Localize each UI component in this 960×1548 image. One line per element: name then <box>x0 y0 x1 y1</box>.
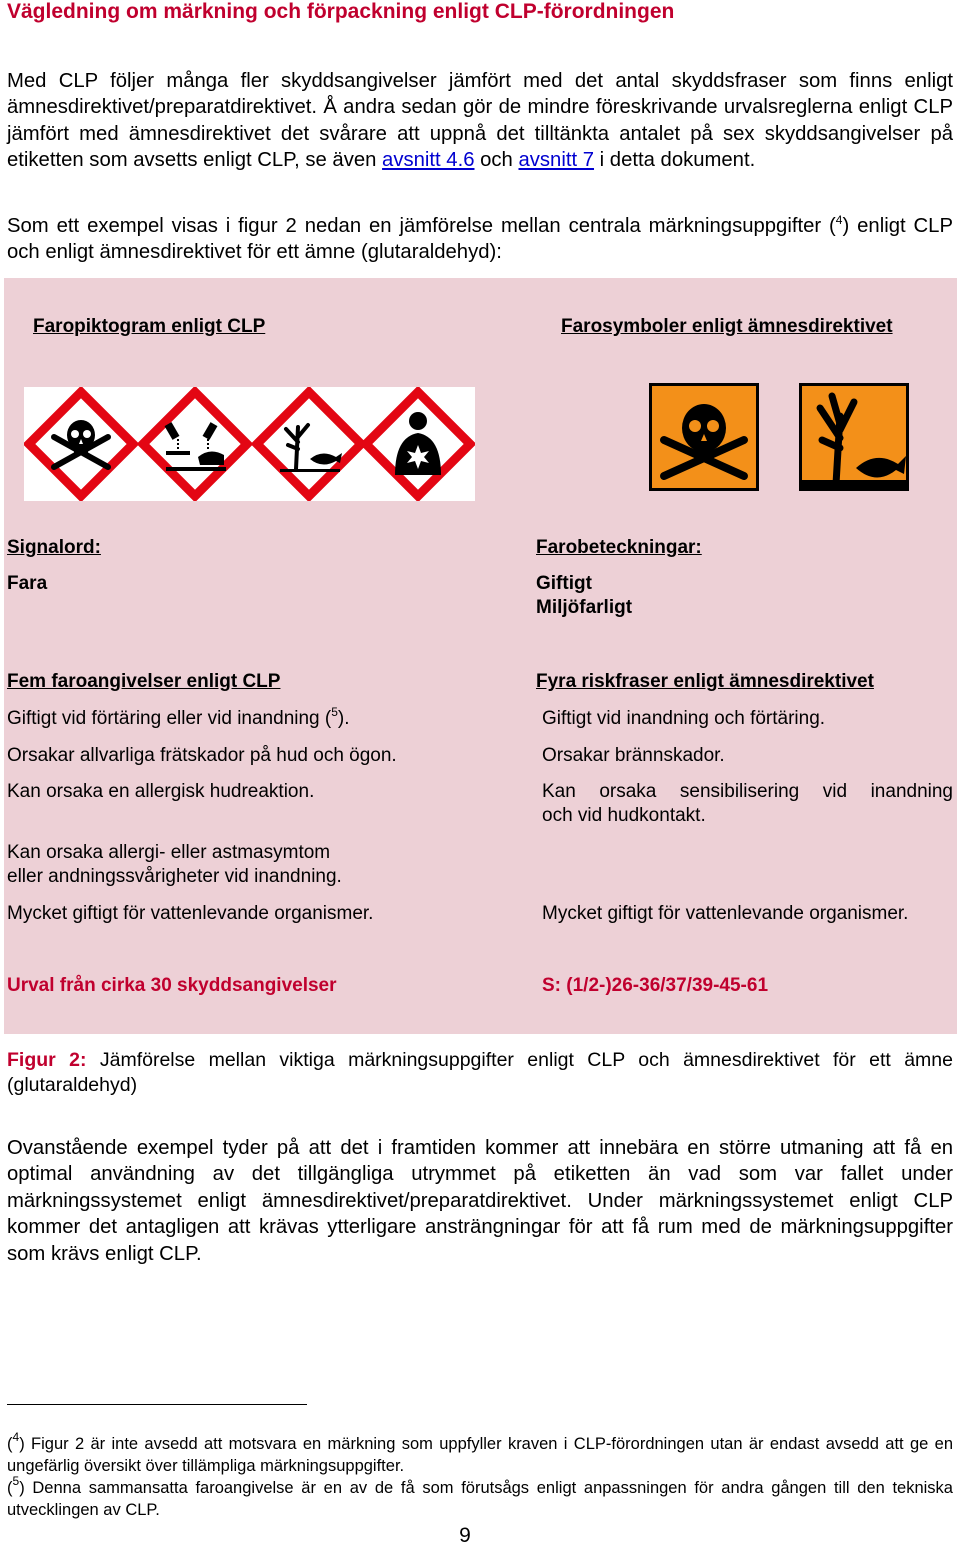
example-paragraph <box>7 213 953 266</box>
signal-word-label: Signalord: <box>7 537 101 558</box>
skull-crossbones-pictogram-icon <box>24 387 138 501</box>
figure-caption-text: Jämförelse mellan viktiga märkningsuppgifter enligt CLP och ämnesdirektivet för ett ämne (glutaraldehyd) <box>7 1049 953 1096</box>
footnote-ref-5[interactable]: 5 <box>331 705 338 719</box>
directive-safety-phrases: S: (1/2-)26-36/37/39-45-61 <box>542 975 769 996</box>
clp-statement-4-line1: Kan orsaka allergi- eller astmasymtom <box>7 842 331 863</box>
clp-statement-4-line2: eller andningssvårigheter vid inandning. <box>7 866 342 887</box>
example-text: Som ett exempel visas i figur 2 nedan en jämförelse mellan centrala märkningsuppgifter ( <box>7 215 836 237</box>
clp-statement-1 <box>7 707 350 731</box>
toxic-symbol-icon <box>649 383 759 491</box>
intro-paragraph <box>7 68 953 174</box>
risk-phrase-4: Mycket giftigt för vattenlevande organismer. <box>542 903 909 924</box>
intro-end: i detta dokument. <box>594 149 756 172</box>
corrosion-pictogram-icon <box>138 387 252 501</box>
risk-phrase-2: Orsakar brännskador. <box>542 745 725 766</box>
signal-word-value: Fara <box>7 573 48 594</box>
figure-caption <box>7 1048 953 1098</box>
clp-hazard-statements-heading: Fem faroangivelser enligt CLP <box>7 671 281 692</box>
link-section-7[interactable]: avsnitt 7 <box>518 149 595 172</box>
footnote-4-number: 4 <box>12 1430 20 1444</box>
risk-phrase-1: Giftigt vid inandning och förtäring. <box>542 708 826 729</box>
document-header-title: Vägledning om märkning och förpackning enligt CLP-förordningen <box>7 0 675 23</box>
footnote-separator <box>7 1404 307 1405</box>
figure-caption-label: Figur 2: <box>7 1049 87 1071</box>
clp-statement-1-end: ). <box>337 708 350 729</box>
footnote-4-text: Figur 2 är inte avsedd att motsvara en märkning som uppfyller kraven i CLP-förordningen utan är endast avsedd att ge en ungefärlig översikt över tillämpliga märkningsuppgifter. <box>7 1435 953 1475</box>
conclusion-paragraph: Ovanstående exempel tyder på att det i framtiden kommer att innebära en större utmaning att få en optimal användning av det tillgängliga utrymmet på etiketten än vad som var fallet under märkningssystemet enligt ämnesdirektivet/preparatdirektivet. Under märkningssystemet enligt CLP kommer det antagligen att krävas ytterligare ansträngningar för att få rum med de märkningsuppgifter som krävs enligt CLP. <box>7 1137 953 1265</box>
clp-pictogram-strip <box>24 387 475 501</box>
environment-pictogram-icon <box>252 387 366 501</box>
footnote-5-text: Denna sammansatta faroangivelse är en av de få som förutsågs enligt anpassningen för andra gången till den tekniska utvecklingen av CLP. <box>7 1479 953 1519</box>
directive-risk-phrases-heading: Fyra riskfraser enligt ämnesdirektivet <box>536 671 874 692</box>
environment-symbol-icon <box>799 383 909 491</box>
hazard-designation-environment: Miljöfarligt <box>536 597 633 618</box>
risk-phrase-3-line1: Kan orsaka sensibilisering vid inandning <box>542 781 953 802</box>
clp-statement-5: Mycket giftigt för vattenlevande organismer. <box>7 903 374 924</box>
footnote-4: ($^4$) Figur 2 är inte avsedd att motsvara en märkning som uppfyller kraven i CLP-förordningen utan är endast avsedd att ge en ungefärlig översikt över tillämpliga märkningsuppgifter. <box>7 1430 953 1475</box>
clp-statement-1-text: Giftigt vid förtäring eller vid inandning ( <box>7 708 332 729</box>
page-number: 9 <box>459 1524 471 1547</box>
intro-mid: och <box>474 149 519 172</box>
clp-precautionary-selection: Urval från cirka 30 skyddsangivelser <box>7 975 337 996</box>
clp-statement-2: Orsakar allvarliga frätskador på hud och ögon. <box>7 745 397 766</box>
clp-statement-3: Kan orsaka en allergisk hudreaktion. <box>7 781 315 802</box>
intro-text: Med CLP följer många fler skyddsangivelser jämfört med det antal skyddsfraser som finns enligt ämnesdirektivet/preparatdirektivet. Å andra sedan gör de mindre föreskrivande urvalsreglerna enligt CLP jämfört med ämnesdirektivet det svårare att uppnå det tilltänkta antalet på sex skyddsangivelser på etiketten som avsetts enligt CLP, se även <box>7 70 953 172</box>
footnote-5-number: 5 <box>12 1474 20 1488</box>
health-hazard-pictogram-icon <box>361 387 475 501</box>
footnote-ref-4[interactable]: 4 <box>835 213 843 227</box>
risk-phrase-3-line2: och vid hudkontakt. <box>542 805 706 826</box>
directive-symbols-heading: Farosymboler enligt ämnesdirektivet <box>561 316 893 337</box>
hazard-designations-label: Farobeteckningar: <box>536 537 702 558</box>
hazard-designation-toxic: Giftigt <box>536 573 592 594</box>
example-text-end: ) enligt CLP och enligt ämnesdirektivet för ett ämne (glutaraldehyd): <box>7 215 953 264</box>
link-section-4-6[interactable]: avsnitt 4.6 <box>382 149 475 172</box>
footnote-5: ($^5$) Denna sammansatta faroangivelse är en av de få som förutsågs enligt anpassningen för andra gången till den tekniska utvecklingen av CLP. <box>7 1474 953 1519</box>
clp-pictograms-heading: Faropiktogram enligt CLP <box>33 316 266 337</box>
